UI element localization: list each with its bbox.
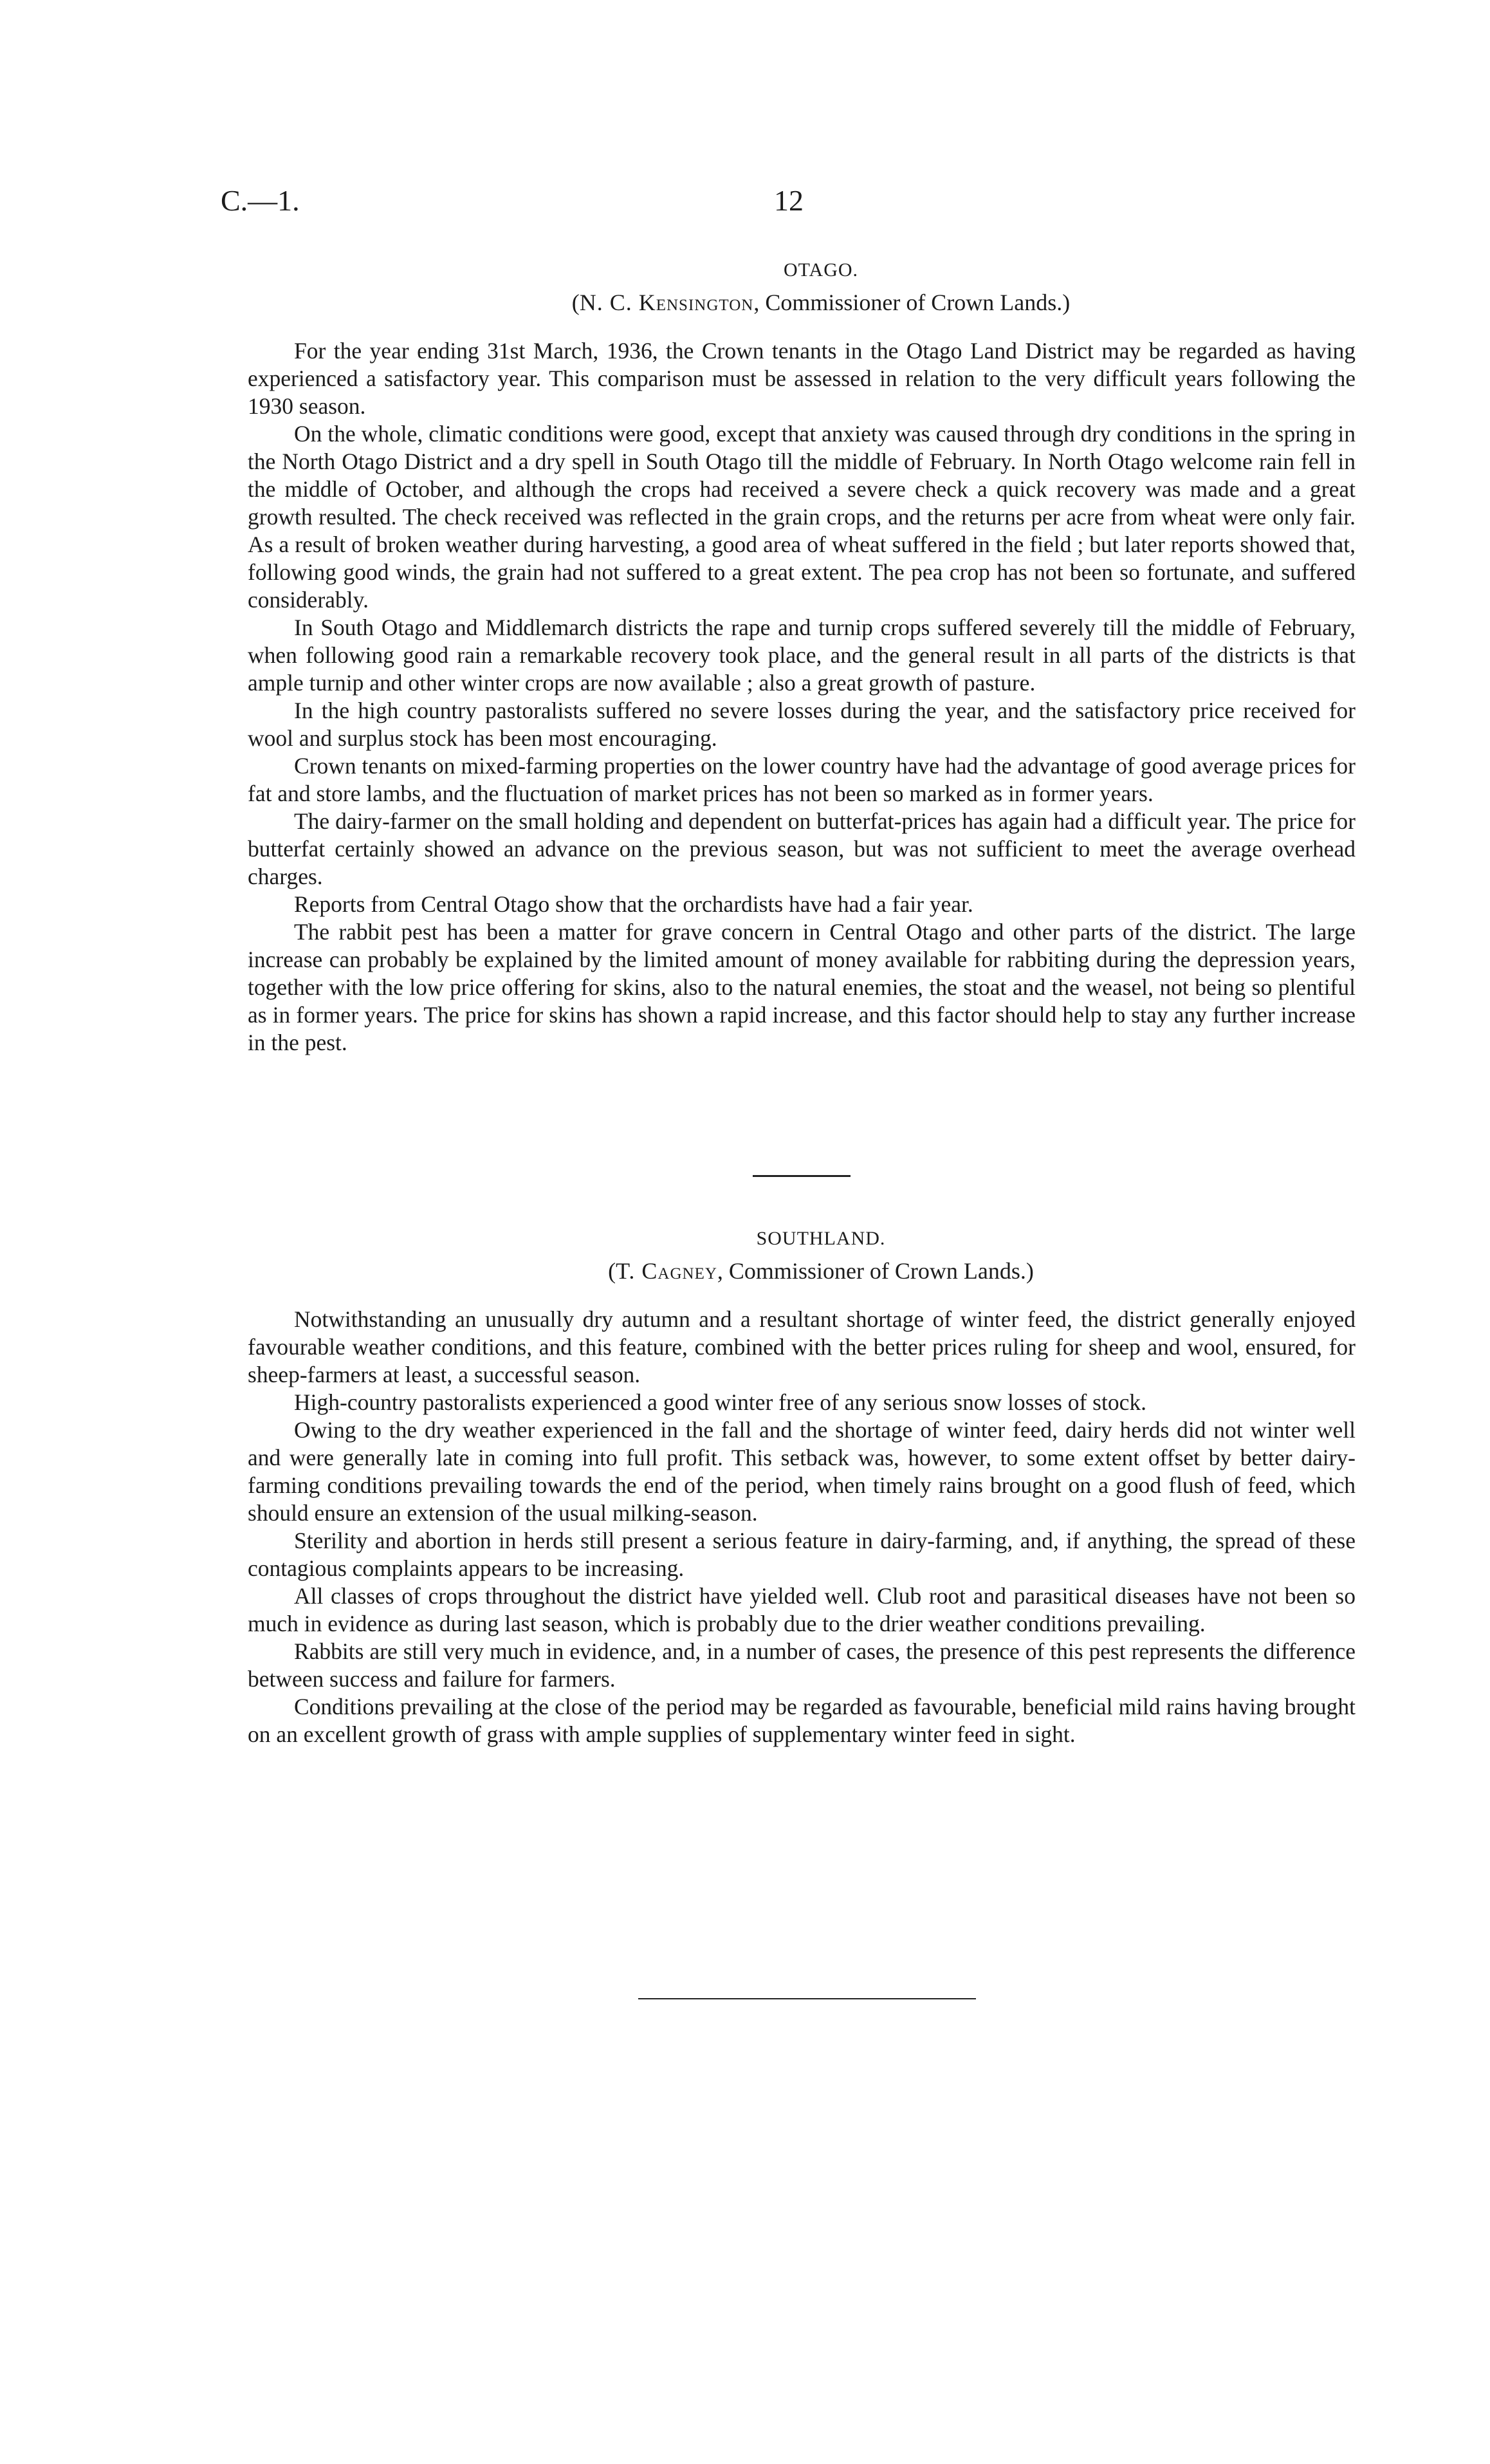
page-number: 12 — [774, 184, 804, 217]
paragraph: The dairy-farmer on the small holding and dependent on butterfat-prices has again had a difficult year. The price for butterfat certainly showed an advance on the previous season, but was not sufficient to meet the average overhead charges. — [248, 808, 1356, 889]
section-title: OTAGO. — [783, 259, 859, 281]
paragraph: In South Otago and Middlemarch districts the rape and turnip crops suffered severely till the middle of February, when following good rain a remarkable recovery took place, and the general result in all parts of the districts is that ample turnip and other winter crops are now available ; also a great growth of pasture. — [248, 615, 1356, 696]
commissioner-name: N. C. Kensington — [579, 290, 754, 315]
paragraph: On the whole, climatic conditions were good, except that anxiety was caused through dry conditions in the spring in the North Otago District and a dry spell in South Otago till the middle of February. In North Otago welcome rain fell in the middle of October, and although the crops had received a severe check a quick recovery was made and a great growth resulted. The check received was reflected in the grain crops, and the returns per acre from wheat were only fair. As a result of broken weather during harvesting, a good area of wheat suffered in the field ; but later reports showed that, following good winds, the grain had not suffered to a great extent. The pea crop has not been so fortunate, and suffered considerably. — [248, 421, 1356, 613]
paragraph: All classes of crops throughout the district have yielded well. Club root and parasitical diseases have not been so much in evidence as during last season, which is probably due to the drier weather conditions prevailing. — [248, 1583, 1356, 1636]
document-reference: C.—1. — [221, 184, 300, 217]
section-otago — [248, 257, 1356, 1057]
section-byline — [248, 288, 1356, 317]
paragraph: The rabbit pest has been a matter for grave concern in Central Otago and other parts of the district. The large increase can probably be explained by the limited amount of money available for rabbiting during the depression years, together with the low price offering for skins, also to the natural enemies, the stoat and the weasel, not being so plentiful as in former years. The price for skins has shown a rapid increase, and this factor should help to stay any further increase in the pest. — [248, 919, 1356, 1055]
paragraph: Reports from Central Otago show that the orchardists have had a fair year. — [294, 891, 973, 917]
byline-role: , Commissioner of Crown Lands.) — [717, 1258, 1034, 1284]
byline-role: , Commissioner of Crown Lands.) — [753, 290, 1071, 315]
paragraph: Rabbits are still very much in evidence, and, in a number of cases, the presence of this pest represents the difference between success and failure for farmers. — [248, 1638, 1356, 1692]
running-head — [221, 183, 1356, 228]
paragraph: Crown tenants on mixed-farming properties on the lower country have had the advantage of good average prices for fat and store lambs, and the fluctuation of market prices has not been so marked as in former years. — [248, 753, 1356, 806]
paragraph: High-country pastoralists experienced a good winter free of any serious snow losses of stock. — [294, 1389, 1146, 1415]
section-body — [248, 337, 1356, 1057]
section-divider — [753, 1175, 851, 1177]
paragraph: In the high country pastoralists suffered no severe losses during the year, and the satisfactory price received for wool and surplus stock has been most encouraging. — [248, 698, 1356, 751]
commissioner-name: T. Cagney — [616, 1258, 717, 1284]
paragraph: Sterility and abortion in herds still present a serious feature in dairy-farming, and, if anything, the spread of these contagious complaints appears to be increasing. — [248, 1528, 1356, 1581]
section-body — [248, 1306, 1356, 1748]
byline-open: ( — [608, 1258, 616, 1284]
section-southland — [248, 1226, 1356, 1748]
paragraph: For the year ending 31st March, 1936, the Crown tenants in the Otago Land District may be regarded as having experienced a satisfactory year. This comparison must be assessed in relation to the very difficult years following the 1930 season. — [248, 338, 1356, 419]
section-title: SOUTHLAND. — [756, 1228, 886, 1249]
paragraph: Notwithstanding an unusually dry autumn and a resultant shortage of winter feed, the district generally enjoyed favourable weather conditions, and this feature, combined with the better prices ruling for sheep and wool, ensured, for sheep-farmers at least, a successful season. — [248, 1306, 1356, 1387]
paragraph: Conditions prevailing at the close of the period may be regarded as favourable, beneficial mild rains having brought on an excellent growth of grass with ample supplies of supplementary winter feed in sight. — [248, 1694, 1356, 1747]
section-byline — [248, 1257, 1356, 1285]
end-rule — [638, 1998, 976, 1999]
byline-open: ( — [571, 290, 580, 315]
paragraph: Owing to the dry weather experienced in the fall and the shortage of winter feed, dairy herds did not winter well and were generally late in coming into full profit. This setback was, however, to some extent offset by better dairy-farming conditions prevailing towards the end of the period, when timely rains brought on a good flush of feed, which should ensure an extension of the usual milking-season. — [248, 1417, 1356, 1526]
